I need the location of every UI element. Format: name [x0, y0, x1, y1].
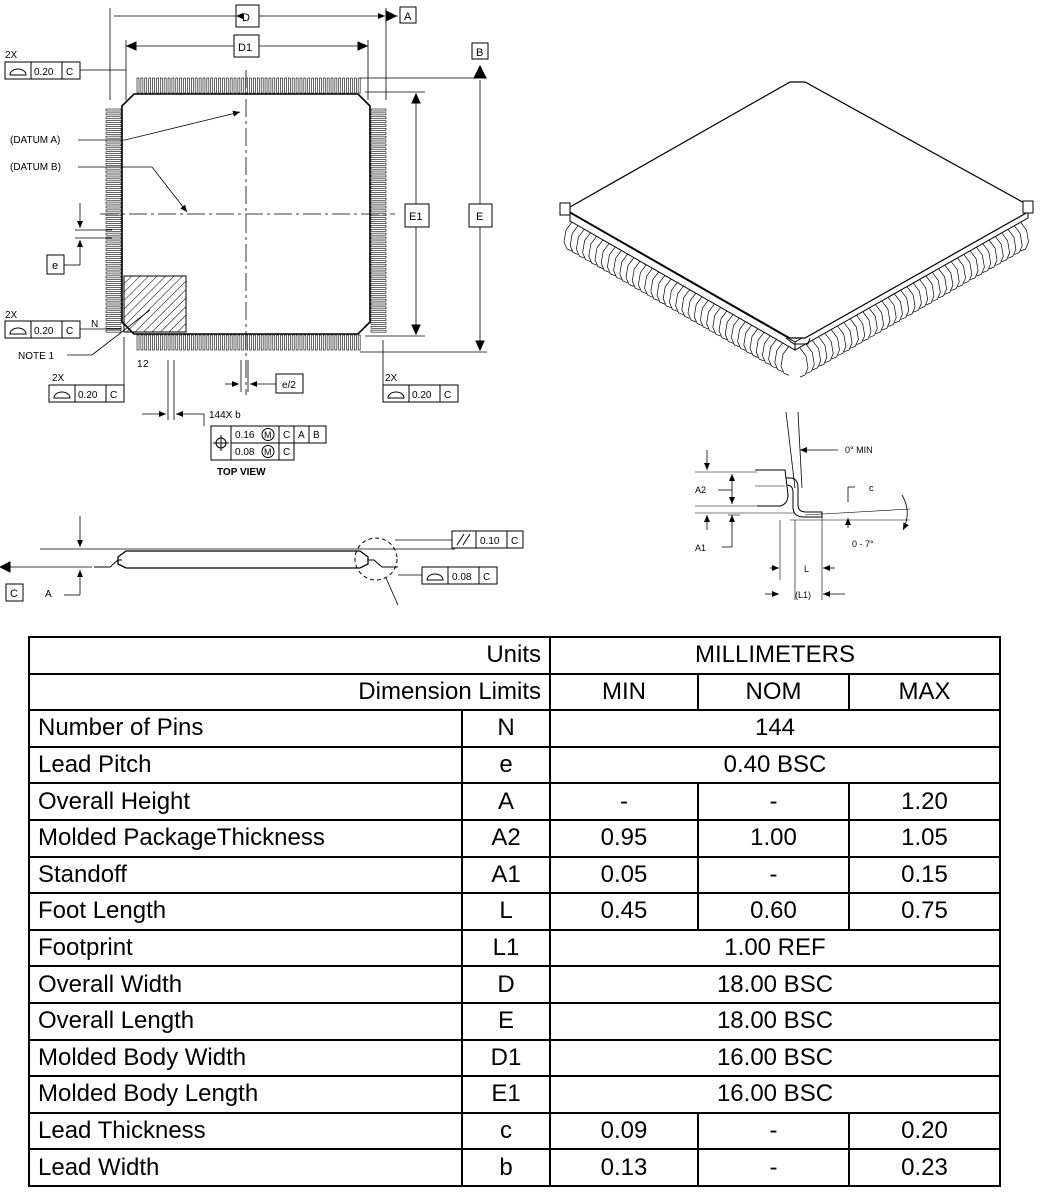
package-top-face — [570, 82, 1028, 338]
dimension-symbol-cell: L — [462, 893, 550, 930]
frame-mult-label: 2X — [5, 310, 18, 321]
foot-angle-label: 0 - 7° — [852, 539, 874, 549]
table-row — [29, 747, 1000, 784]
datum-a-box-label: A — [404, 11, 412, 23]
dim-d1-label: D1 — [238, 42, 253, 54]
dimension-symbol-cell: A2 — [462, 820, 550, 857]
min-angle-label: 0° MIN — [845, 445, 873, 455]
side-view — [0, 516, 523, 605]
dimension-min-cell: 0.13 — [550, 1149, 698, 1186]
mmc-symbol: M — [264, 447, 272, 457]
dimension-name-cell: Molded Body Width — [29, 1040, 462, 1077]
coplanarity-datum: C — [483, 572, 491, 583]
dim-a2-label: A2 — [695, 485, 707, 495]
dimension-nom-cell: 1.00 — [698, 820, 849, 857]
frame-mult-label: 2X — [385, 373, 398, 384]
dimension-name-cell: Standoff — [29, 857, 462, 894]
half-pitch-label: e/2 — [282, 380, 296, 391]
pin-2-label: 2 — [143, 359, 149, 370]
dimension-symbol-cell: E — [462, 1003, 550, 1040]
table-row — [29, 783, 1000, 820]
mmc-symbol: M — [264, 430, 272, 440]
position-ref-b: B — [313, 430, 320, 441]
position-tol-2: 0.08 — [235, 447, 255, 458]
lead-row-top — [137, 78, 360, 93]
coplanarity-tol: 0.08 — [452, 572, 472, 583]
frame-profile-tol: 0.20 — [34, 326, 54, 337]
table-row — [29, 893, 1000, 930]
dimension-value-cell: 16.00 BSC — [550, 1076, 1000, 1113]
dimension-value-cell: 144 — [550, 710, 1000, 747]
dimension-name-cell: Overall Width — [29, 966, 462, 1003]
dimension-name-cell: Overall Height — [29, 783, 462, 820]
dimension-symbol-cell: N — [462, 710, 550, 747]
pin-n-label: N — [91, 319, 99, 330]
table-row — [29, 930, 1000, 967]
lead-row-left — [106, 109, 121, 332]
pitch-e-label: e — [52, 260, 59, 272]
dimension-name-cell: Footprint — [29, 930, 462, 967]
dimension-name-cell: Overall Length — [29, 1003, 462, 1040]
dimension-nom-cell: - — [698, 783, 849, 820]
table-row — [29, 1040, 1000, 1077]
dimension-value-cell: 16.00 BSC — [550, 1040, 1000, 1077]
dim-l1-label: (L1) — [795, 590, 812, 600]
table-header-limits-row — [29, 674, 1000, 711]
position-tol-1: 0.16 — [235, 430, 255, 441]
frame-mult-label: 2X — [52, 373, 65, 384]
table-row — [29, 710, 1000, 747]
dimension-name-cell: Lead Pitch — [29, 747, 462, 784]
units-value: MILLIMETERS — [550, 637, 1000, 674]
top-view-title: TOP VIEW — [217, 467, 266, 478]
position-ref-c: C — [283, 430, 291, 441]
frame-datum-ref: C — [444, 390, 452, 401]
datum-b-box-label: B — [476, 47, 484, 59]
dimension-nom-cell: - — [698, 1113, 849, 1150]
datum-a-label: (DATUM A) — [10, 135, 61, 146]
side-body-outline — [118, 551, 368, 568]
dimension-name-cell: Foot Length — [29, 893, 462, 930]
parallel-datum: C — [511, 536, 519, 547]
top-view-labels — [5, 11, 483, 478]
dim-a1-label: A1 — [695, 543, 707, 553]
isometric-view — [560, 82, 1033, 377]
table-row — [29, 966, 1000, 1003]
dimension-symbol-cell: c — [462, 1113, 550, 1150]
table-row — [29, 1149, 1000, 1186]
pin-1-label: 1 — [137, 359, 143, 370]
frame-profile-tol: 0.20 — [34, 67, 54, 78]
col-nom-header: NOM — [698, 674, 849, 711]
dimension-symbol-cell: E1 — [462, 1076, 550, 1113]
frame-datum-ref: C — [110, 390, 118, 401]
dimension-nom-cell: - — [698, 1149, 849, 1186]
datum-b-label: (DATUM B) — [10, 162, 61, 173]
dim-e-label: E — [476, 211, 484, 223]
dimension-table — [28, 636, 1001, 1187]
dimension-limits-label: Dimension Limits — [29, 674, 550, 711]
lead-detail-view — [695, 412, 910, 600]
table-row — [29, 857, 1000, 894]
dimension-value-cell: 18.00 BSC — [550, 1003, 1000, 1040]
dim-c-label: c — [869, 483, 874, 493]
dimension-nom-cell: 0.60 — [698, 893, 849, 930]
dim-a-label: A — [45, 589, 52, 600]
frame-profile-tol: 0.20 — [78, 390, 98, 401]
dimension-name-cell: Molded PackageThickness — [29, 820, 462, 857]
dimension-max-cell: 1.20 — [849, 783, 1000, 820]
parallel-tol: 0.10 — [480, 536, 500, 547]
dimension-symbol-cell: D — [462, 966, 550, 1003]
lead-row-right — [371, 109, 386, 332]
dimension-symbol-cell: D1 — [462, 1040, 550, 1077]
dimension-max-cell: 0.15 — [849, 857, 1000, 894]
table-header-units-row — [29, 637, 1000, 674]
lead-detail-labels — [695, 445, 874, 600]
dimension-max-cell: 0.20 — [849, 1113, 1000, 1150]
dimension-name-cell: Lead Width — [29, 1149, 462, 1186]
dimension-symbol-cell: e — [462, 747, 550, 784]
dimension-nom-cell: - — [698, 857, 849, 894]
table-row — [29, 820, 1000, 857]
frame-datum-ref: C — [66, 326, 74, 337]
position-ref-a: A — [298, 430, 305, 441]
dimension-min-cell: 0.09 — [550, 1113, 698, 1150]
lead-count-b-label: 144X b — [209, 410, 241, 421]
dimension-symbol-cell: A1 — [462, 857, 550, 894]
dimension-min-cell: 0.95 — [550, 820, 698, 857]
dimension-max-cell: 0.75 — [849, 893, 1000, 930]
col-min-header: MIN — [550, 674, 698, 711]
dimension-max-cell: 0.23 — [849, 1149, 1000, 1186]
table-row — [29, 1113, 1000, 1150]
dimension-name-cell: Lead Thickness — [29, 1113, 462, 1150]
dim-e1-label: E1 — [409, 211, 423, 223]
dimension-max-cell: 1.05 — [849, 820, 1000, 857]
dim-l-label: L — [804, 564, 810, 574]
col-max-header: MAX — [849, 674, 1000, 711]
dim-d-label: D — [242, 12, 250, 24]
note-1-label: NOTE 1 — [18, 351, 55, 362]
dimension-value-cell: 1.00 REF — [550, 930, 1000, 967]
table-row — [29, 1076, 1000, 1113]
dimension-min-cell: - — [550, 783, 698, 820]
position-ref-c: C — [283, 447, 291, 458]
dimension-symbol-cell: A — [462, 783, 550, 820]
frame-profile-tol: 0.20 — [412, 390, 432, 401]
frame-mult-label: 2X — [5, 50, 18, 61]
dimension-symbol-cell: b — [462, 1149, 550, 1186]
dimension-symbol-cell: L1 — [462, 930, 550, 967]
lead-row-bottom — [137, 335, 360, 350]
dimension-value-cell: 0.40 BSC — [550, 747, 1000, 784]
frame-datum-ref: C — [66, 67, 74, 78]
units-label: Units — [29, 637, 550, 674]
dimension-min-cell: 0.45 — [550, 893, 698, 930]
table-row — [29, 1003, 1000, 1040]
pin-1-marker-area — [124, 276, 186, 332]
datum-c-box-label: C — [10, 588, 18, 600]
dimension-name-cell: Number of Pins — [29, 710, 462, 747]
dimension-name-cell: Molded Body Length — [29, 1076, 462, 1113]
dimension-min-cell: 0.05 — [550, 857, 698, 894]
dimension-value-cell: 18.00 BSC — [550, 966, 1000, 1003]
